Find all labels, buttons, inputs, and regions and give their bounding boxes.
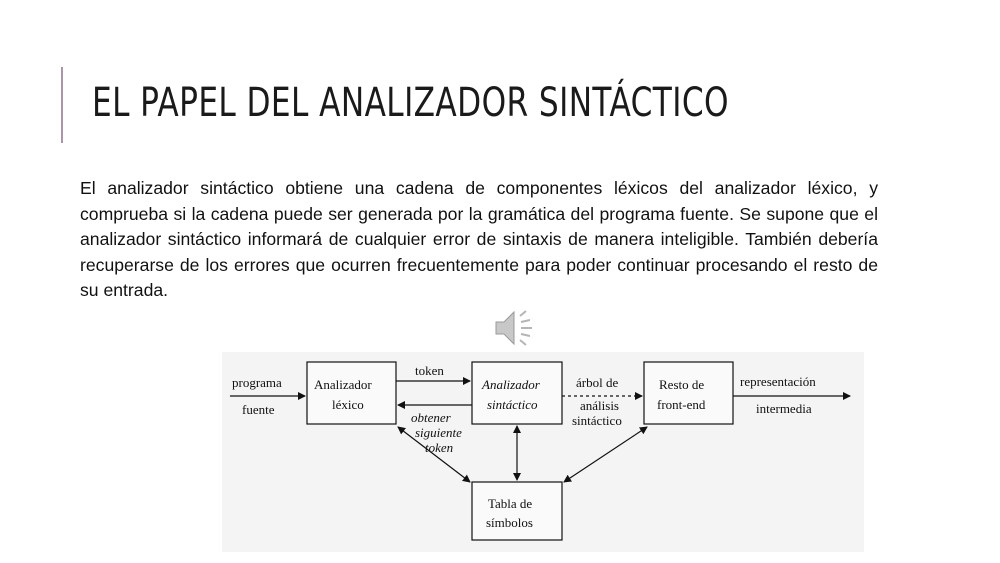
tree-label-line3: sintáctico — [572, 413, 622, 428]
input-label-line1: programa — [232, 375, 282, 390]
request-label-line1: obtener — [411, 410, 451, 425]
lexer-box — [307, 362, 396, 424]
symbol-table-box — [472, 482, 562, 540]
output-label-line1: representación — [740, 374, 816, 389]
slide-title: EL PAPEL DEL ANALIZADOR SINTÁCTICO — [92, 80, 729, 126]
parser-box — [472, 362, 562, 424]
output-label-line2: intermedia — [756, 401, 812, 416]
parser-diagram — [222, 352, 864, 552]
tree-label-line2: análisis — [580, 398, 619, 413]
parser-label-line1: Analizador — [482, 377, 540, 392]
symtab-label-line1: Tabla de — [488, 496, 533, 511]
request-label-line2: siguiente — [415, 425, 462, 440]
token-label: token — [415, 363, 444, 378]
title-accent-bar — [61, 67, 63, 143]
slide-body-text: El analizador sintáctico obtiene una cadena de componentes léxicos del analizador léxico, y comprueba si la cadena puede ser generada por la gramática del programa fuente. Se supone que el analizador sintáctico informará de cualquier error de sintaxis de manera inteligible. También debería recuperarse de los errores que ocurren frecuentemente para poder continuar procesando el resto de su entrada. — [80, 178, 878, 300]
tree-label-line1: árbol de — [576, 375, 619, 390]
frontend-symtab-arrow — [564, 427, 647, 482]
symtab-label-line2: símbolos — [486, 515, 533, 530]
lexer-label-line2: léxico — [332, 397, 364, 412]
input-label-line2: fuente — [242, 402, 275, 417]
frontend-label-line1: Resto de — [659, 377, 705, 392]
frontend-label-line2: front-end — [657, 397, 706, 412]
lexer-label-line1: Analizador — [314, 377, 372, 392]
frontend-box — [644, 362, 733, 424]
parser-label-line2: sintáctico — [487, 397, 538, 412]
speaker-icon[interactable] — [490, 306, 542, 350]
request-label-line3: token — [425, 440, 454, 455]
